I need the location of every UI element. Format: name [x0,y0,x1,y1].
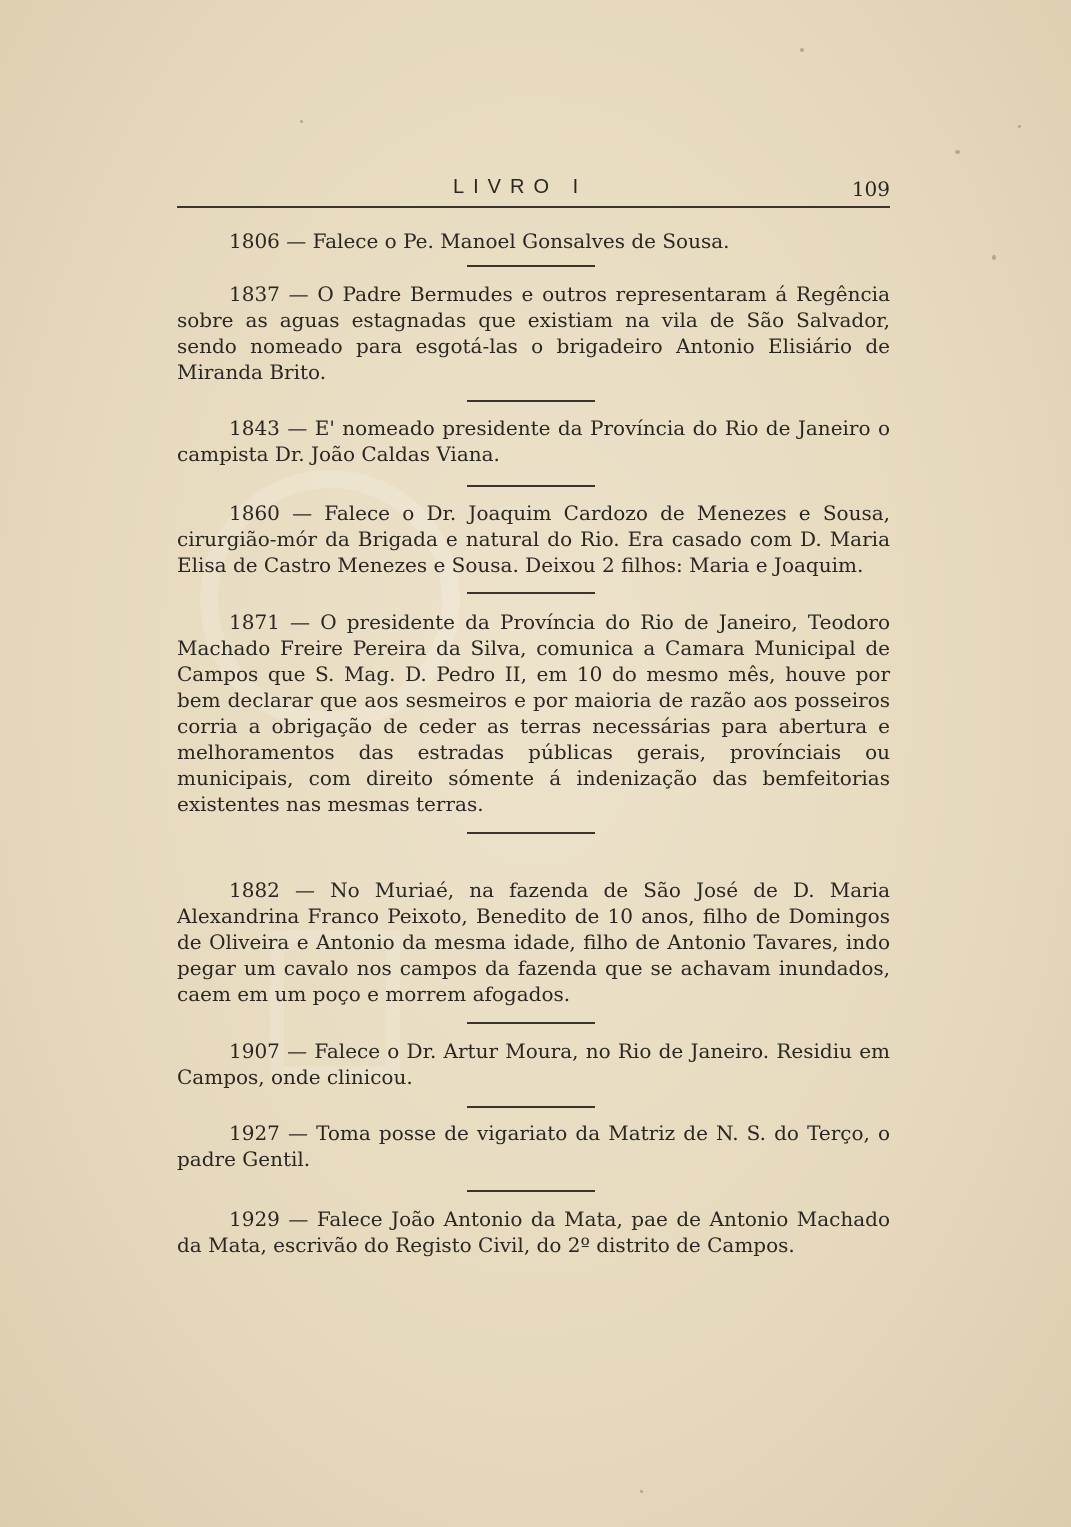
entry-separator [467,832,595,834]
entry-separator [467,1190,595,1192]
entry-separator [467,1106,595,1108]
paper-speck [992,255,996,260]
entry-1907: 1907 — Falece o Dr. Artur Moura, no Rio de Janeiro. Residiu em Campos, onde clinicou. [177,1039,890,1089]
page-header [177,176,890,208]
entry-1837: 1837 — O Padre Bermudes e outros representaram á Regência sobre as aguas estagnadas que existiam na vila de São Salvador, sendo nomeado para esgotá-las o brigadeiro Antonio Elisiário de Miranda Brito. [177,282,890,384]
entry-1871: 1871 — O presidente da Província do Rio de Janeiro, Teodoro Machado Freire Pereira da Silva, comunica a Camara Municipal de Campos que S. Mag. D. Pedro II, em 10 do mesmo mês, houve por bem declarar que aos sesmeiros e por maioria de razão aos posseiros corria a obrigação de ceder as terras necessárias para abertura e melhoramentos das estradas públicas gerais, provínciais ou municipais, com direito sómente á indenização das bemfeitorias existentes nas mesmas terras. [177,610,890,816]
entry-separator [467,485,595,487]
entry-1927: 1927 — Toma posse de vigariato da Matriz de N. S. do Terço, o padre Gentil. [177,1121,890,1171]
entry-separator [467,592,595,594]
entry-separator [467,400,595,402]
entry-separator [467,265,595,267]
chronology-entries [177,228,890,1258]
paper-speck [800,48,804,52]
page-number: 109 [851,177,890,201]
paper-speck [1018,125,1021,128]
entry-1860: 1860 — Falece o Dr. Joaquim Cardozo de Menezes e Sousa, cirurgião-mór da Brigada e natural do Rio. Era casado com D. Maria Elisa de Castro Menezes e Sousa. Deixou 2 filhos: Maria e Joaquim. [177,501,890,577]
running-head: LIVRO I [453,176,588,198]
entry-1882: 1882 — No Muriaé, na fazenda de São José de D. Maria Alexandrina Franco Peixoto, Benedito de 10 anos, filho de Domingos de Oliveira e Antonio da mesma idade, filho de Antonio Tavares, indo pegar um cavalo nos campos da fazenda que se achavam inundados, caem em um poço e morrem afogados. [177,878,890,1006]
entry-1806: 1806 — Falece o Pe. Manoel Gonsalves de Sousa. [229,229,730,253]
paper-speck [640,1490,643,1493]
paper-speck [300,120,303,123]
entry-1929: 1929 — Falece João Antonio da Mata, pae de Antonio Machado da Mata, escrivão do Registo Civil, do 2º distrito de Campos. [177,1207,890,1257]
paper-speck [955,150,960,154]
entry-separator [467,1022,595,1024]
entry-1843: 1843 — E' nomeado presidente da Província do Rio de Janeiro o campista Dr. João Caldas Viana. [177,416,890,466]
